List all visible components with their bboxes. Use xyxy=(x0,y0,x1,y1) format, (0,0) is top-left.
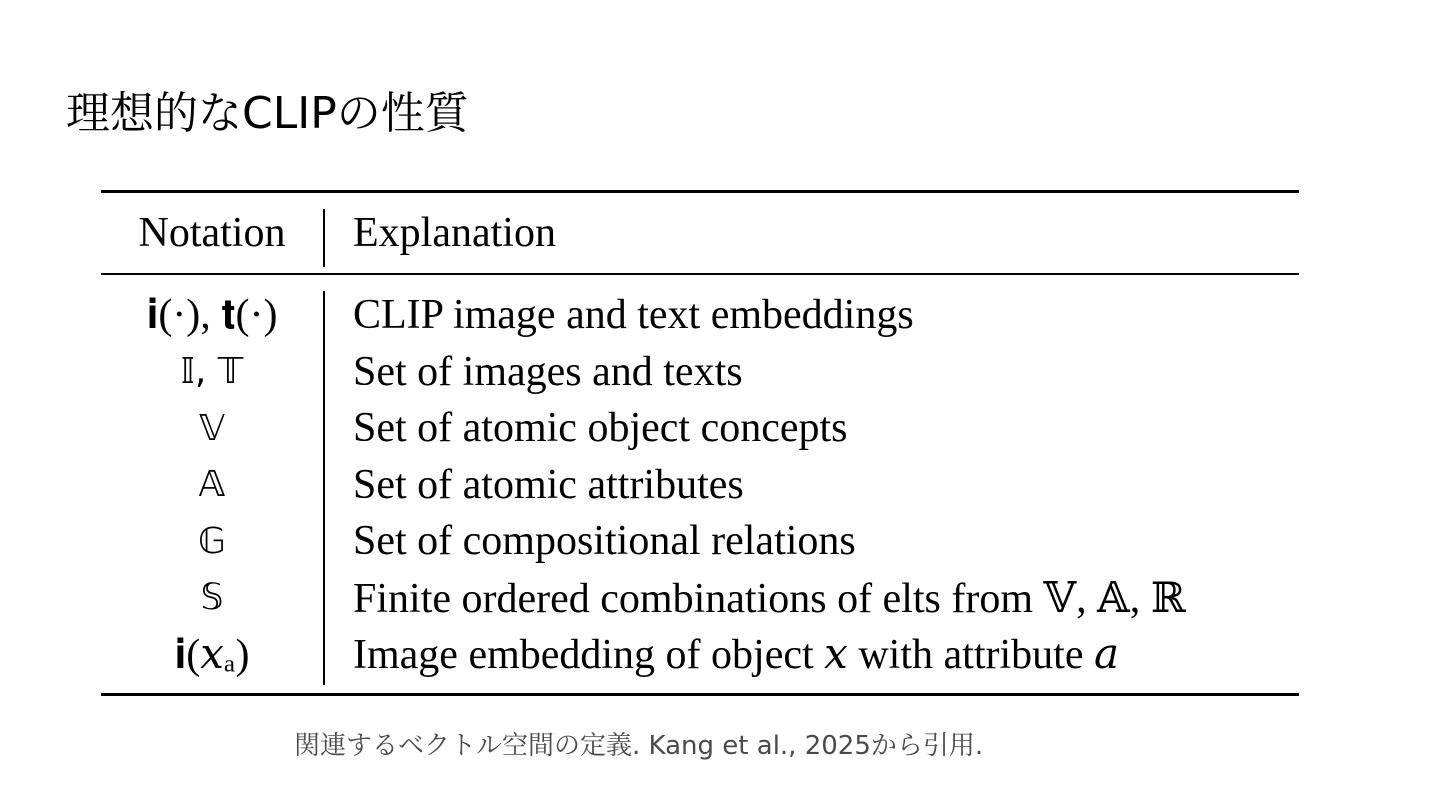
explanation-cell: Set of atomic attributes xyxy=(353,461,744,508)
explanation-cell: Image embedding of object 𝑥 with attribute 𝑎 xyxy=(353,632,1120,679)
table-row xyxy=(101,287,1299,344)
table-header-row xyxy=(101,193,1299,273)
notation-cell: 𝕊 xyxy=(200,577,224,619)
header-explanation: Explanation xyxy=(353,210,556,256)
notation-cell: 𝔾 xyxy=(198,520,226,562)
explanation-cell: Set of images and texts xyxy=(353,348,743,395)
notation-cell: 𝐢(·), 𝐭(·) xyxy=(146,292,278,339)
slide-title: 理想的なCLIPの性質 xyxy=(66,88,469,139)
explanation-cell: Set of compositional relations xyxy=(353,518,856,565)
header-notation: Notation xyxy=(138,210,286,256)
explanation-cell: Finite ordered combinations of elts from 𝕍, 𝔸, ℝ xyxy=(353,575,1186,622)
explanation-cell: Set of atomic object concepts xyxy=(353,405,848,452)
table-row xyxy=(101,570,1299,627)
table-row xyxy=(101,344,1299,401)
column-divider xyxy=(323,291,325,685)
notation-cell: 𝕀, 𝕋 xyxy=(180,351,244,393)
notation-cell: 𝐢(𝑥ₐ) xyxy=(174,632,250,679)
table-bottom-rule xyxy=(101,693,1299,696)
explanation-cell: CLIP image and text embeddings xyxy=(353,292,914,339)
table-row xyxy=(101,400,1299,457)
table-row xyxy=(101,513,1299,570)
notation-cell: 𝕍 xyxy=(198,407,225,449)
table-row xyxy=(101,626,1299,683)
table-body xyxy=(101,275,1299,693)
figure-caption: 関連するベクトル空間の定義. Kang et al., 2025から引用. xyxy=(294,731,984,761)
table-row xyxy=(101,457,1299,514)
notation-cell: 𝔸 xyxy=(198,464,226,506)
notation-table xyxy=(101,190,1299,696)
